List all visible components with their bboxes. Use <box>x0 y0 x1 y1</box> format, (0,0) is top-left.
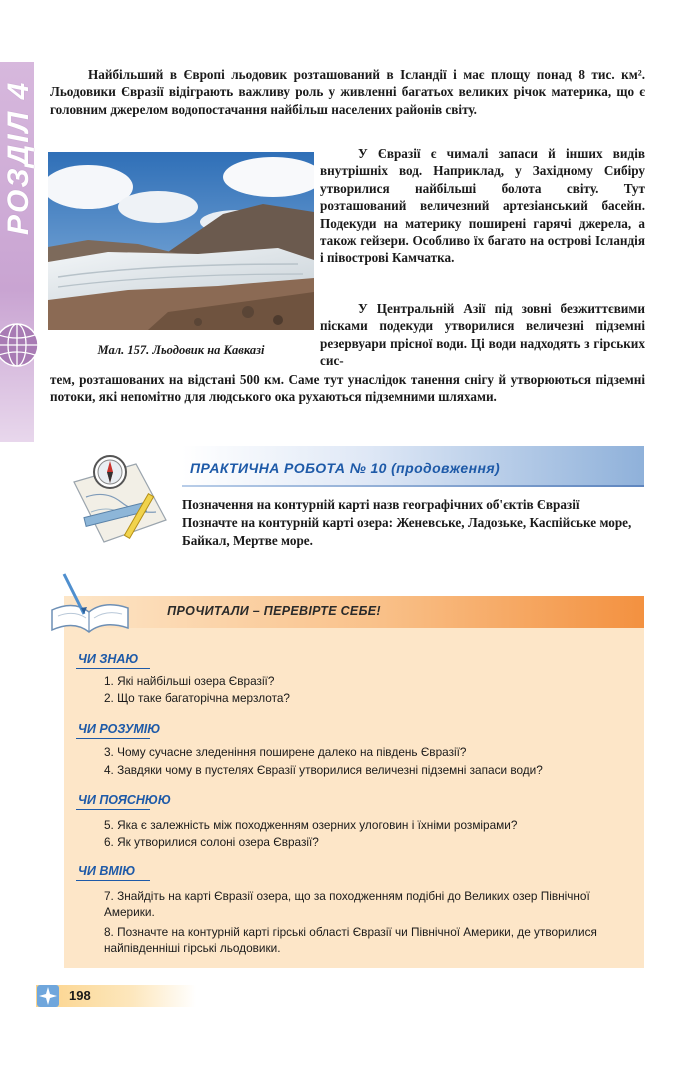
figure-caption: Мал. 157. Льодовик на Кавказі <box>97 343 265 357</box>
question-4: 4. Завдяки чому в пустелях Євразії утворилися величезні підземні запаси води? <box>104 763 543 777</box>
section-heading-understand: ЧИ РОЗУМІЮ <box>78 722 161 736</box>
compass-map-icon <box>66 442 176 552</box>
question-1: 1. Які найбільші озера Євразії? <box>104 674 275 688</box>
paragraph-central-asia: У Центральній Азії під зовні безжиттєвими пісками подекуди утворилися величезні підземні резервуари прісної води. Ці води надходять з гірських сис- <box>320 301 645 369</box>
question-3: 3. Чому сучасне зледеніння поширене далеко на південь Євразії? <box>104 745 467 759</box>
practical-underline <box>182 485 644 487</box>
section-heading-explain: ЧИ ПОЯСНЮЮ <box>78 793 171 807</box>
glacier-photo <box>48 152 314 330</box>
question-2: 2. Що таке багаторічна мерзлота? <box>104 691 290 705</box>
paragraph-glaciers-europe: Найбільший в Європі льодовик розташований в Ісландії і має площу понад 8 тис. км². Льодовики Євразії відіграють важливу роль у живленні багатьох великих річок материка, що є головним джерелом водопостачання найбільш населених районів світу. <box>50 67 645 117</box>
practical-subtitle: Позначення на контурній карті назв географічних об'єктів Євразії <box>182 497 580 512</box>
question-6: 6. Як утворилися солоні озера Євразії? <box>104 835 319 849</box>
compass-star-icon <box>36 984 60 1008</box>
section-underline <box>76 738 150 739</box>
page-number: 198 <box>69 988 91 1003</box>
paragraph-underground-flows: тем, розташованих на відстані 500 км. Саме тут унаслідок танення снігу й утворюються підземні потоки, які непомітно для людського ока рухаються підземними шляхами. <box>50 372 645 405</box>
section-heading-can: ЧИ ВМІЮ <box>78 864 136 878</box>
practical-title: ПРАКТИЧНА РОБОТА № 10 (продовження) <box>190 460 501 476</box>
globe-icon <box>0 322 40 368</box>
practical-task: Позначте на контурній карті озера: Женевське, Ладозьке, Каспійське море, Байкал, Мертве море. <box>182 515 632 548</box>
question-5: 5. Яка є залежність між походженням озерних улоговин і їхніми розмірами? <box>104 818 518 832</box>
question-8: 8. Позначте на контурній карті гірські області Євразії чи Північної Америки, де утворилися найпівденніші гірські льодовики. <box>104 925 597 955</box>
review-title: ПРОЧИТАЛИ – ПЕРЕВІРТЕ СЕБЕ! <box>167 604 381 618</box>
section-heading-know: ЧИ ЗНАЮ <box>78 652 139 666</box>
section-label: РОЗДІЛ 4 <box>2 80 35 236</box>
section-underline <box>76 880 150 881</box>
section-underline <box>76 809 150 810</box>
practical-body <box>182 496 646 550</box>
paragraph-inland-waters: У Євразії є чималі запаси й інших видів внутрішніх вод. Наприклад, у Західному Сибіру утворилися найбільші болота світу. Тут розташований величезний артезіанський басейн. Подекуди на материку поширені гарячі джерела, а також гейзери. Особливо їх багато на острові Ісландія і півострові Камчатка. <box>320 146 645 266</box>
question-7: 7. Знайдіть на карті Євразії озера, що за походженням подібні до Великих озер Північної Америки. <box>104 889 590 919</box>
section-underline <box>76 668 150 669</box>
footer-band <box>36 985 196 1007</box>
